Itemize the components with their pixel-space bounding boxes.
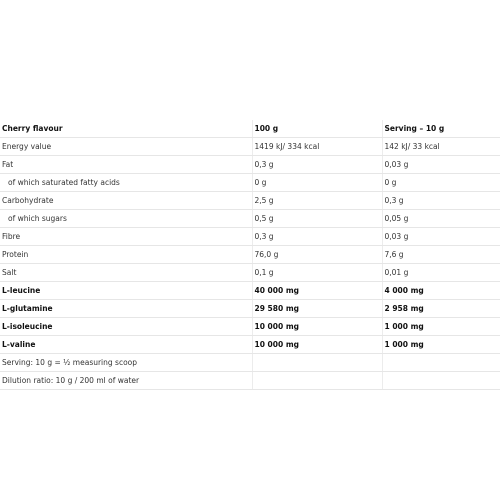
row-value-100g: 29 580 mg [252, 300, 382, 318]
header-per-serving: Serving – 10 g [382, 120, 500, 138]
table-row-protein [0, 246, 500, 264]
row-value-100g: 1419 kJ/ 334 kcal [252, 138, 382, 156]
row-value-serving: 0,03 g [382, 156, 500, 174]
row-label: Carbohydrate [0, 192, 252, 210]
row-value-serving: 0,3 g [382, 192, 500, 210]
row-label: Fat [0, 156, 252, 174]
header-per-100g: 100 g [252, 120, 382, 138]
row-value-100g [252, 354, 382, 372]
table-row-carbohydrate [0, 192, 500, 210]
table-header-row [0, 120, 500, 138]
row-label: L-glutamine [0, 300, 252, 318]
table-row-saturated-fat [0, 174, 500, 192]
row-label: Salt [0, 264, 252, 282]
row-value-serving: 2 958 mg [382, 300, 500, 318]
row-value-serving: 4 000 mg [382, 282, 500, 300]
row-label: of which sugars [0, 210, 252, 228]
row-value-serving: 0,03 g [382, 228, 500, 246]
row-value-serving: 1 000 mg [382, 336, 500, 354]
header-flavour: Cherry flavour [0, 120, 252, 138]
row-value-serving: 0,05 g [382, 210, 500, 228]
table-row-glutamine [0, 300, 500, 318]
row-label: L-leucine [0, 282, 252, 300]
row-value-100g: 10 000 mg [252, 336, 382, 354]
row-value-100g: 0 g [252, 174, 382, 192]
table-row-serving-note [0, 354, 500, 372]
table-row-isoleucine [0, 318, 500, 336]
row-value-100g [252, 372, 382, 390]
table-row-salt [0, 264, 500, 282]
nutrition-table [0, 120, 500, 390]
table-row-valine [0, 336, 500, 354]
row-value-100g: 2,5 g [252, 192, 382, 210]
row-value-100g: 0,1 g [252, 264, 382, 282]
row-label: Dilution ratio: 10 g / 200 ml of water [0, 372, 252, 390]
table-row-fibre [0, 228, 500, 246]
row-label: Fibre [0, 228, 252, 246]
row-value-serving [382, 372, 500, 390]
row-label: L-isoleucine [0, 318, 252, 336]
row-value-100g: 10 000 mg [252, 318, 382, 336]
row-value-100g: 0,3 g [252, 228, 382, 246]
table-row-sugars [0, 210, 500, 228]
row-value-serving: 7,6 g [382, 246, 500, 264]
row-value-100g: 0,5 g [252, 210, 382, 228]
row-value-serving: 0,01 g [382, 264, 500, 282]
table-row-leucine [0, 282, 500, 300]
row-value-100g: 0,3 g [252, 156, 382, 174]
row-label: Protein [0, 246, 252, 264]
row-label: Energy value [0, 138, 252, 156]
row-value-serving [382, 354, 500, 372]
row-value-serving: 0 g [382, 174, 500, 192]
row-label: of which saturated fatty acids [0, 174, 252, 192]
row-value-100g: 40 000 mg [252, 282, 382, 300]
row-value-serving: 142 kJ/ 33 kcal [382, 138, 500, 156]
table-row-dilution-note [0, 372, 500, 390]
row-label: L-valine [0, 336, 252, 354]
row-label: Serving: 10 g = ½ measuring scoop [0, 354, 252, 372]
row-value-100g: 76,0 g [252, 246, 382, 264]
table-row-fat [0, 156, 500, 174]
row-value-serving: 1 000 mg [382, 318, 500, 336]
table-row-energy [0, 138, 500, 156]
